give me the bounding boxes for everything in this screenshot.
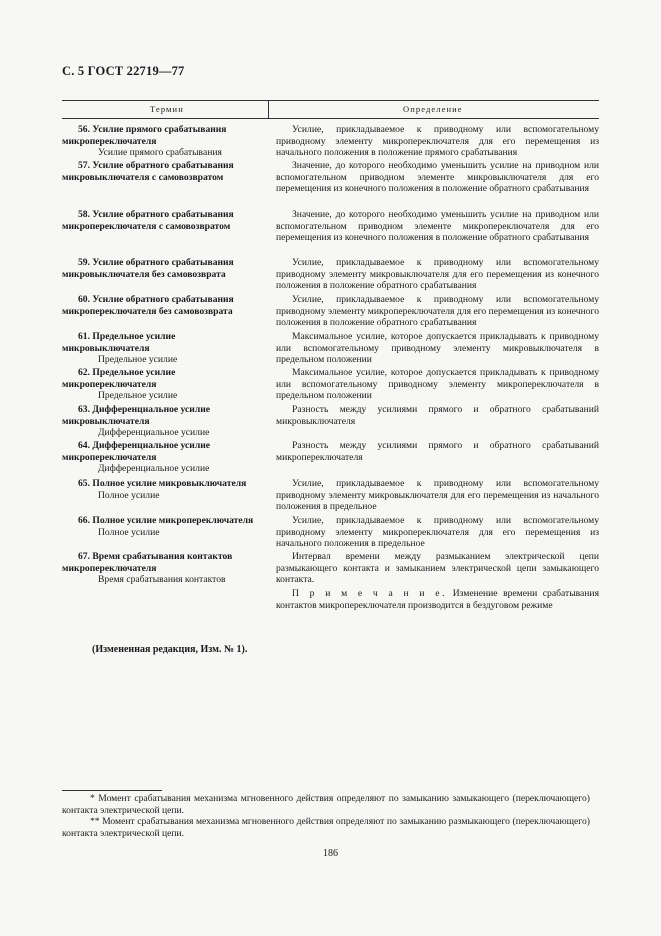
term-synonym: Дифференциальное усилие bbox=[98, 463, 210, 475]
footnote-rule bbox=[62, 790, 162, 791]
term-name: 59. Усилие обратного срабатывания микровыключателя без самовозврата bbox=[62, 257, 234, 280]
term-name: 61. Предельное усилие микровыключателя bbox=[62, 331, 176, 354]
term-name: 60. Усилие обратного срабатывания микропереключателя без самовозврата bbox=[62, 294, 234, 317]
definition-cell bbox=[276, 367, 599, 402]
definition-text: Максимальное усилие, которое допускается прикладывать к приводному или вспомогательному приводному элементу микропереключателя в предельном положении bbox=[276, 367, 599, 402]
definition-cell bbox=[276, 294, 599, 329]
footnote bbox=[62, 793, 590, 816]
term-name: 67. Время срабатывания контактов микропереключателя bbox=[62, 551, 233, 574]
term-name: 62. Предельное усилие микропереключателя bbox=[62, 367, 176, 390]
definition-text: Усилие, прикладываемое к приводному или вспомогательному приводному элементу микропереключателя для его перемещения из начального положения в положение прямого срабатывания bbox=[276, 124, 599, 159]
column-header-definition: Определение bbox=[403, 104, 463, 114]
definition-cell bbox=[276, 331, 599, 366]
term-synonym: Предельное усилие bbox=[98, 390, 178, 402]
note bbox=[276, 588, 599, 611]
definition-text: Усилие, прикладываемое к приводному или вспомогательному приводному элементу микропереключателя для его перемещения из начального положения в предельное bbox=[276, 515, 599, 550]
amendment-note: (Измененная редакция, Изм. № 1). bbox=[92, 644, 248, 655]
term-cell bbox=[62, 294, 265, 317]
definition-text: Интервал времени между размыканием электрической цепи размыкающего контакта и замыканием электрической цепи замыкающего контакта. bbox=[276, 551, 599, 586]
note-prefix: П р и м е ч а н и е. bbox=[292, 588, 448, 600]
page-number: 186 bbox=[323, 848, 338, 859]
term-cell bbox=[62, 515, 265, 538]
footnote-text: * Момент срабатывания механизма мгновенного действия определяют по замыканию замыкающего (переключающего) контакта электрической цепи. bbox=[62, 793, 590, 816]
term-name: 56. Усилие прямого срабатывания микропереключателя bbox=[62, 124, 227, 147]
page-header: С. 5 ГОСТ 22719—77 bbox=[62, 64, 185, 78]
term-synonym: Дифференциальное усилие bbox=[98, 427, 210, 439]
definition-text: Значение, до которого необходимо уменьшить усилие на приводном или вспомогательном приводном элементе микропереключателя для его перемещения из конечного положения в положение обратного срабатывания bbox=[276, 209, 599, 244]
term-synonym: Предельное усилие bbox=[98, 354, 178, 366]
term-name: 66. Полное усилие микропереключателя bbox=[78, 515, 254, 526]
definition-cell bbox=[276, 515, 599, 550]
column-header-term: Термин bbox=[150, 104, 184, 114]
term-cell bbox=[62, 124, 265, 159]
term-cell bbox=[62, 367, 265, 402]
term-cell bbox=[62, 331, 265, 366]
term-cell bbox=[62, 551, 265, 586]
definition-text: Усилие, прикладываемое к приводному или вспомогательному приводному элементу микровыключателя для его перемещения из конечного положения в положение обратного срабатывания bbox=[276, 257, 599, 292]
term-synonym: Полное усилие bbox=[98, 489, 160, 501]
table-top-rule bbox=[62, 100, 599, 101]
term-name: 65. Полное усилие микровыключателя bbox=[78, 478, 247, 489]
term-cell bbox=[62, 404, 265, 439]
table-header-rule bbox=[62, 118, 599, 119]
footnote bbox=[62, 816, 590, 839]
term-synonym: Полное усилие bbox=[98, 526, 160, 538]
term-cell bbox=[62, 257, 265, 280]
term-name: 58. Усилие обратного срабатывания микропереключателя с самовозвратом bbox=[62, 209, 234, 232]
term-cell bbox=[62, 209, 265, 232]
term-synonym: Время срабатывания контактов bbox=[98, 574, 226, 586]
note-text: Изменение времени срабатывания контактов микропереключателя производится в бездуговом режиме bbox=[276, 588, 599, 611]
definition-cell bbox=[276, 440, 599, 463]
definition-cell bbox=[276, 160, 599, 195]
definition-cell bbox=[276, 551, 599, 612]
definition-text: Значение, до которого необходимо уменьшить усилие на приводном или вспомогательном приводном элементе микровыключателя для его перемещения из конечного положения в положение обратного срабатывания bbox=[276, 160, 599, 195]
column-divider bbox=[268, 100, 269, 118]
term-cell bbox=[62, 160, 265, 183]
term-name: 57. Усилие обратного срабатывания микровыключателя с самовозвратом bbox=[62, 160, 234, 183]
term-name: 63. Дифференциальное усилие микровыключателя bbox=[62, 404, 211, 427]
definition-cell bbox=[276, 404, 599, 427]
term-cell bbox=[62, 478, 265, 501]
definition-text: Максимальное усилие, которое допускается прикладывать к приводному или вспомогательному приводному элементу микровыключателя в предельном положении bbox=[276, 331, 599, 366]
term-synonym: Усилие прямого срабатывания bbox=[98, 147, 222, 159]
term-cell bbox=[62, 440, 265, 475]
footnote-text: ** Момент срабатывания механизма мгновенного действия определяют по замыканию размыкающего (переключающего) контакта электрической цепи. bbox=[62, 816, 590, 839]
definition-cell bbox=[276, 209, 599, 244]
definition-text: Разность между усилиями прямого и обратного срабатываний микропереключателя bbox=[276, 440, 599, 463]
term-name: 64. Дифференциальное усилие микропереключателя bbox=[62, 440, 211, 463]
definition-text: Усилие, прикладываемое к приводному или вспомогательному приводному элементу микровыключателя для его перемещения из начального положения в предельное bbox=[276, 478, 599, 513]
definition-cell bbox=[276, 257, 599, 292]
definition-text: Усилие, прикладываемое к приводному или вспомогательному приводному элементу микропереключателя для его перемещения из конечного положения в положение обратного срабатывания bbox=[276, 294, 599, 329]
definition-text: Разность между усилиями прямого и обратного срабатываний микровыключателя bbox=[276, 404, 599, 427]
definition-cell bbox=[276, 478, 599, 513]
definition-cell bbox=[276, 124, 599, 159]
